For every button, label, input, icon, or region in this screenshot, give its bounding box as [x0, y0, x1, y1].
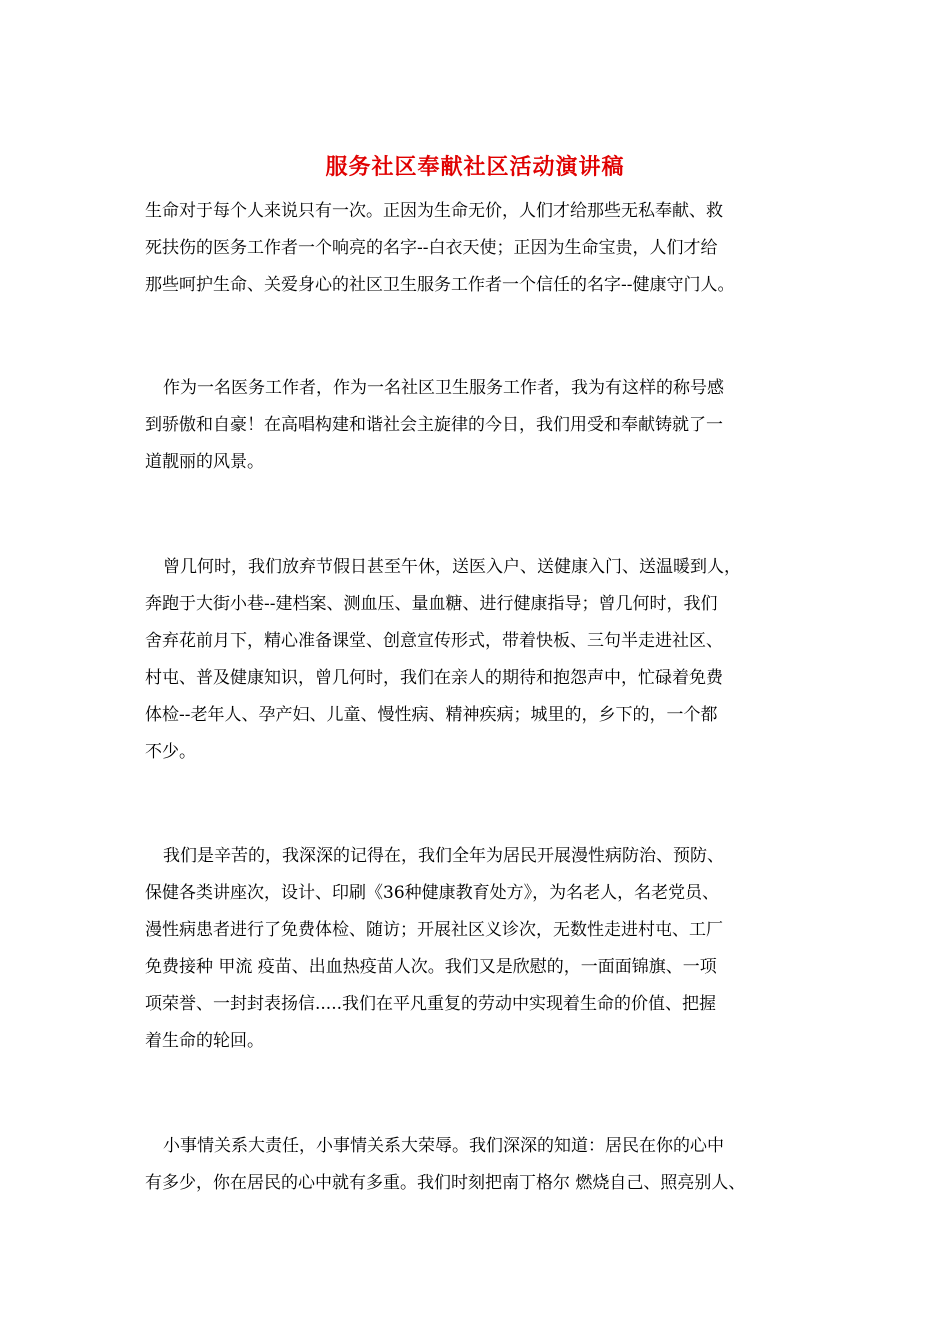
- paragraph-3-line-1: 曾几何时，我们放弃节假日甚至午休，送医入户、送健康入门、送温暖到人，: [163, 557, 741, 577]
- paragraph-4-line-1: 我们是辛苦的，我深深的记得在，我们全年为居民开展漫性病防治、预防、: [163, 846, 724, 866]
- paragraph-1-line-2: 死扶伤的医务工作者一个响亮的名字--白衣天使；正因为生命宝贵，人们才给: [145, 238, 718, 258]
- paragraph-3-line-6: 不少。: [145, 742, 196, 762]
- paragraph-3-line-2: 奔跑于大街小巷--建档案、测血压、量血糖、进行健康指导；曾几何时，我们: [145, 594, 718, 614]
- paragraph-2-line-1: 作为一名医务工作者，作为一名社区卫生服务工作者，我为有这样的称号感: [163, 378, 724, 398]
- paragraph-1-line-1: 生命对于每个人来说只有一次。正因为生命无价，人们才给那些无私奉献、救: [145, 201, 723, 221]
- paragraph-2-line-3: 道靓丽的风景。: [145, 452, 264, 472]
- paragraph-3-line-3: 舍弃花前月下，精心准备课堂、创意宣传形式，带着快板、三句半走进社区、: [145, 631, 723, 651]
- paragraph-4-line-4: 免费接种 甲流 疫苗、出血热疫苗人次。我们又是欣慰的，一面面锦旗、一项: [145, 957, 717, 977]
- paragraph-4-line-2: 保健各类讲座次，设计、印刷《36种健康教育处方》，为名老人，名老党员、: [145, 883, 720, 903]
- paragraph-3-line-4: 村屯、普及健康知识，曾几何时，我们在亲人的期待和抱怨声中，忙碌着免费: [145, 668, 723, 688]
- paragraph-4-line-3: 漫性病患者进行了免费体检、随访；开展社区义诊次，无数性走进村屯、工厂: [145, 920, 723, 940]
- paragraph-4-line-5: 项荣誉、一封封表扬信.....我们在平凡重复的劳动中实现着生命的价值、把握: [145, 994, 717, 1014]
- document-title: 服务社区奉献社区活动演讲稿: [325, 154, 625, 180]
- paragraph-3-line-5: 体检--老年人、孕产妇、儿童、慢性病、精神疾病；城里的，乡下的，一个都: [145, 705, 718, 725]
- paragraph-2-line-2: 到骄傲和自豪！在高唱构建和谐社会主旋律的今日，我们用受和奉献铸就了一: [145, 415, 723, 435]
- paragraph-4-line-6: 着生命的轮回。: [145, 1031, 264, 1051]
- paragraph-5-line-1: 小事情关系大责任，小事情关系大荣辱。我们深深的知道：居民在你的心中: [163, 1136, 724, 1156]
- paragraph-1-line-3: 那些呵护生命、关爱身心的社区卫生服务工作者一个信任的名字--健康守门人。: [145, 275, 735, 295]
- paragraph-5-line-2: 有多少，你在居民的心中就有多重。我们时刻把南丁格尔 燃烧自己、照亮别人、: [145, 1173, 746, 1193]
